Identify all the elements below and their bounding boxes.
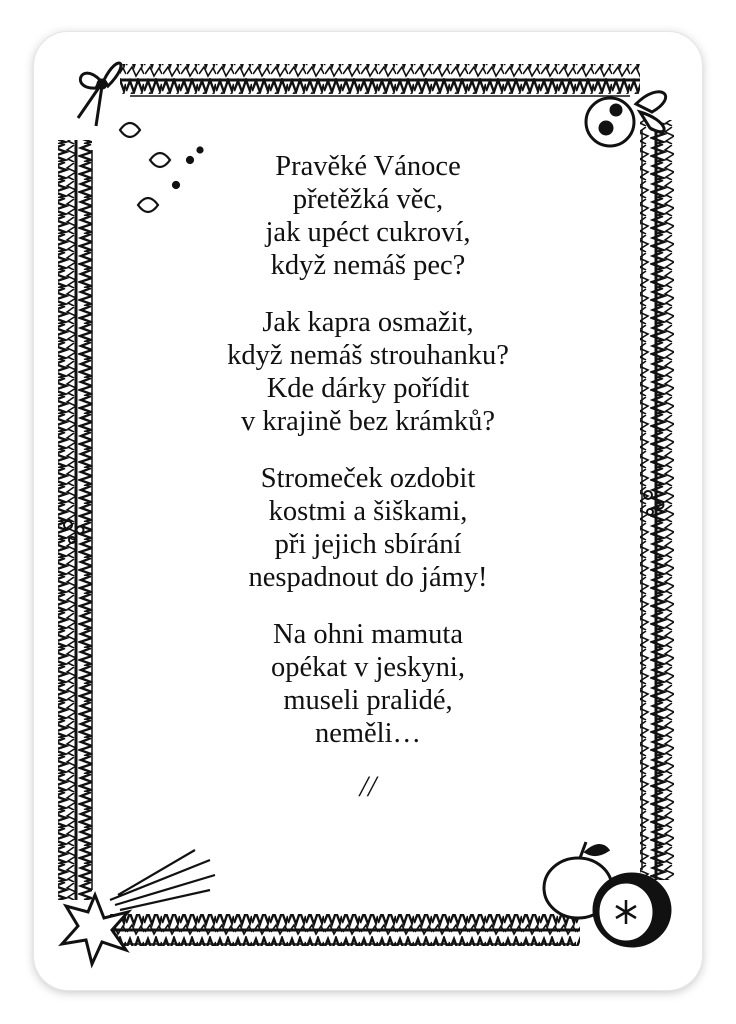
- bow-icon: [78, 63, 121, 126]
- frame-top: [120, 64, 640, 96]
- frame-right: [640, 120, 674, 880]
- frame-bottom: [110, 914, 580, 946]
- poem-line: nespadnout do jámy!: [248, 562, 488, 593]
- poem-line: při jejich sbírání: [274, 529, 462, 560]
- poem: [150, 150, 586, 803]
- stanza-3: [150, 462, 586, 594]
- poem-line: museli pralidé,: [283, 685, 453, 716]
- poem-line: opékat v jeskyni,: [271, 652, 465, 683]
- poem-line: přetěžká věc,: [292, 184, 444, 215]
- poem-line: kostmi a šiškami,: [268, 496, 468, 527]
- poem-line: když nemáš strouhanku?: [227, 340, 509, 371]
- poem-line: Jak kapra osmažit,: [262, 307, 474, 338]
- poem-line: Na ohni mamuta: [273, 619, 463, 650]
- halved-apple-icon: [594, 874, 670, 946]
- stanza-4: [150, 618, 586, 750]
- poem-line: Kde dárky pořídit: [266, 373, 470, 404]
- stanza-1: [150, 150, 586, 282]
- frame-left: [58, 140, 92, 900]
- poem-line: jak upéct cukroví,: [265, 217, 471, 248]
- end-mark: //: [359, 770, 377, 803]
- poem-line: Stromeček ozdobit: [260, 463, 476, 494]
- comet-icon: [110, 850, 215, 910]
- poem-line: neměli…: [314, 718, 422, 749]
- poem-line: Pravěké Vánoce: [275, 151, 461, 182]
- poem-line: v krajině bez krámků?: [240, 406, 495, 437]
- stanza-2: [150, 306, 586, 438]
- poem-line: když nemáš pec?: [270, 250, 466, 281]
